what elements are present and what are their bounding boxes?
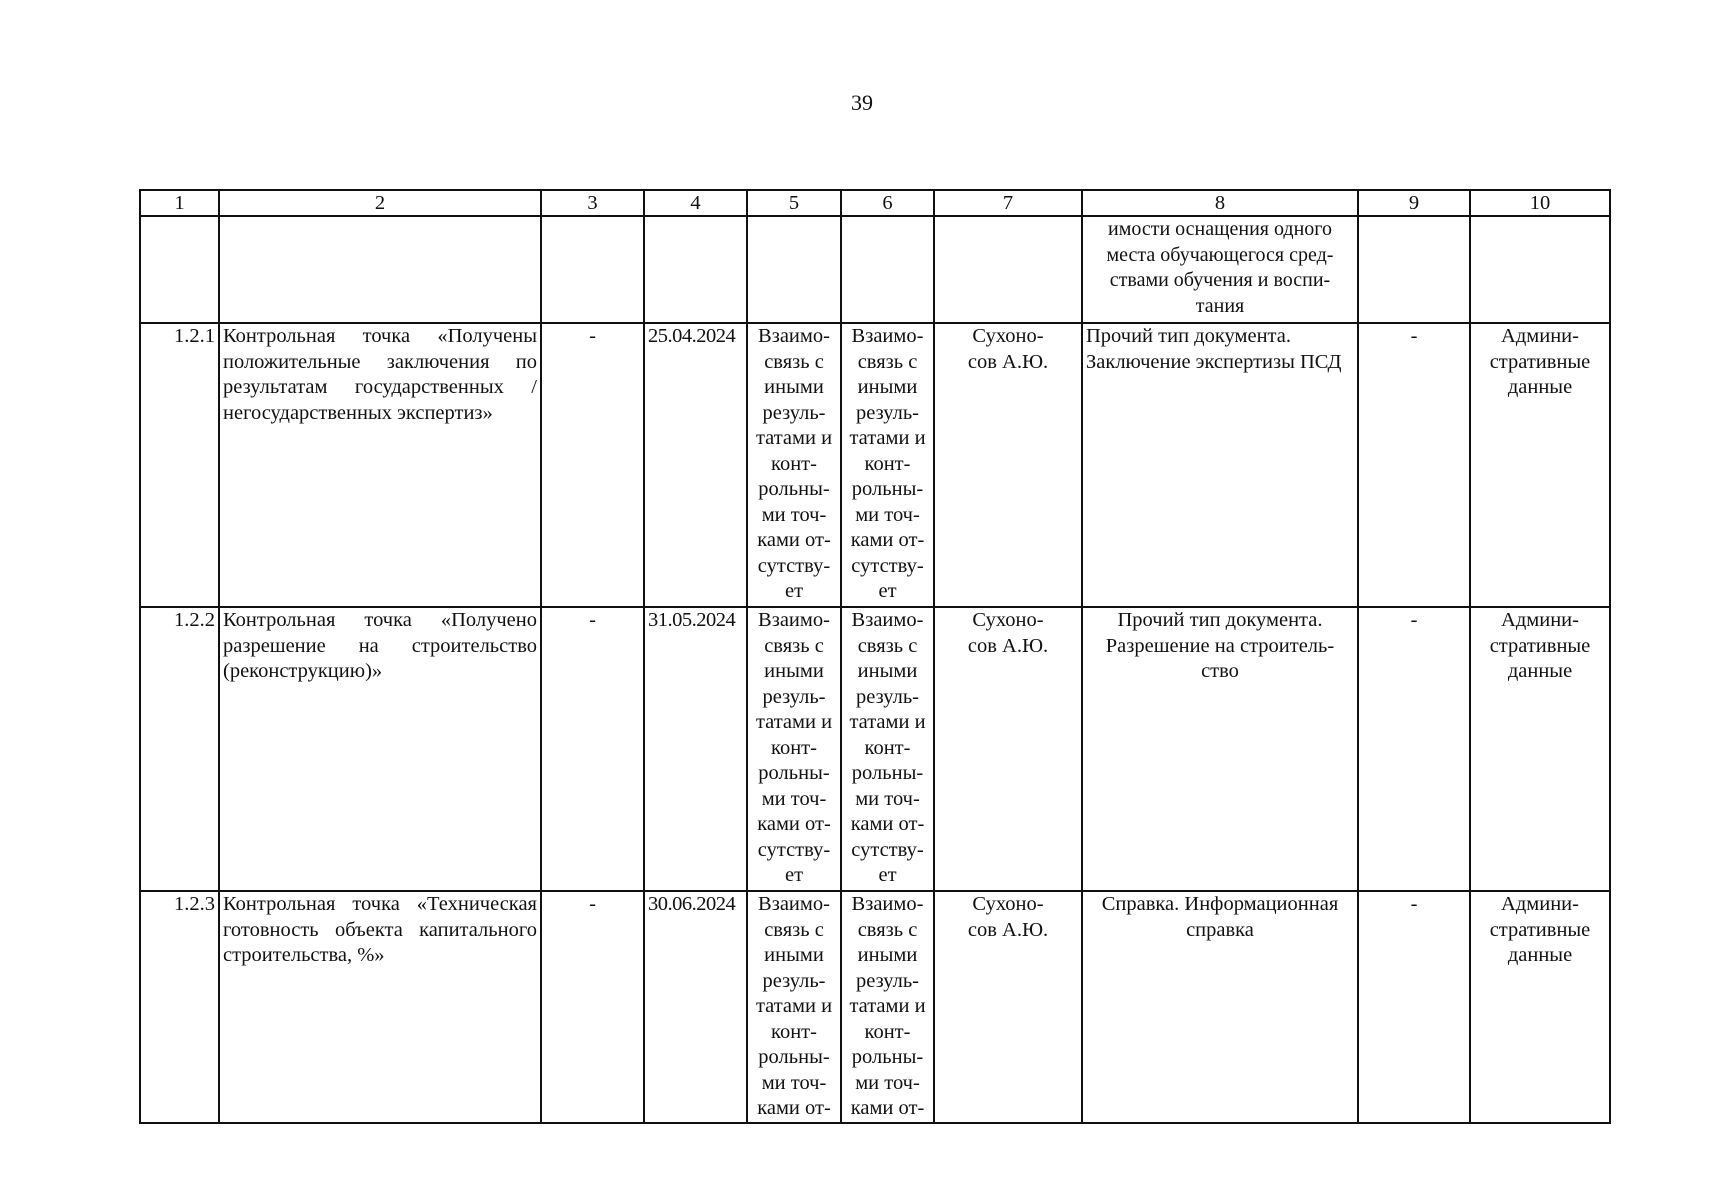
table-cell [747,216,841,323]
relation-text-6: Взаимо- связь с иными резуль- татами и конт- рольны- ми точ- ками от- сутству- ет [841,607,934,891]
checkpoint-name: Контрольная точка «Получены положительные заключения по результатам государственных / негосударственных экспертиз» [219,323,541,607]
document-type: Прочий тип документа. Разрешение на строитель- ство [1082,607,1358,891]
column-header: 3 [541,190,644,216]
responsible-person: Сухоно- сов А.Ю. [934,323,1082,607]
column-9-value: - [1358,891,1470,1123]
responsible-person: Сухоно- сов А.Ю. [934,891,1082,1123]
data-source: Админи- стративные данные [1470,891,1610,1123]
relation-text-5: Взаимо- связь с иными резуль- татами и конт- рольны- ми точ- ками от- сутству- ет [747,323,841,607]
table-cell [934,216,1082,323]
document-type: Прочий тип документа. Заключение экспертизы ПСД [1082,323,1358,607]
column-header: 2 [219,190,541,216]
table-row [140,323,1610,607]
table-cell [1470,216,1610,323]
table-cell [841,216,934,323]
continuation-row [140,216,1610,323]
deadline-date: 31.05.2024 [644,607,747,891]
relation-text-6: Взаимо- связь с иными резуль- татами и конт- рольны- ми точ- ками от- сутству- ет [841,323,934,607]
responsible-person: Сухоно- сов А.Ю. [934,607,1082,891]
relation-text-5: Взаимо- связь с иными резуль- татами и конт- рольны- ми точ- ками от- [747,891,841,1123]
table-cell [1358,216,1470,323]
row-number: 1.2.2 [140,607,219,891]
column-3-value: - [541,607,644,891]
deadline-date: 25.04.2024 [644,323,747,607]
checkpoint-name: Контрольная точка «Получено разрешение на строительство (реконструкцию)» [219,607,541,891]
table-row [140,891,1610,1123]
column-header: 6 [841,190,934,216]
row-number: 1.2.1 [140,323,219,607]
column-header: 9 [1358,190,1470,216]
continuation-text: имости оснащения одного места обучающегося сред- ствами обучения и воспи- тания [1082,216,1358,323]
column-3-value: - [541,323,644,607]
row-number: 1.2.3 [140,891,219,1123]
table-cell [644,216,747,323]
deadline-date: 30.06.2024 [644,891,747,1123]
table-cell [541,216,644,323]
column-header: 4 [644,190,747,216]
table-header-row [140,190,1610,216]
column-header: 1 [140,190,219,216]
relation-text-6: Взаимо- связь с иными резуль- татами и конт- рольны- ми точ- ками от- [841,891,934,1123]
relation-text-5: Взаимо- связь с иными резуль- татами и конт- рольны- ми точ- ками от- сутству- ет [747,607,841,891]
checkpoint-name: Контрольная точка «Техническая готовность объекта капитального строительства, %» [219,891,541,1123]
document-type: Справка. Информационная справка [1082,891,1358,1123]
table-cell [140,216,219,323]
column-header: 5 [747,190,841,216]
table-row [140,607,1610,891]
data-source: Админи- стративные данные [1470,323,1610,607]
page-number: 39 [851,90,873,115]
column-3-value: - [541,891,644,1123]
column-9-value: - [1358,607,1470,891]
column-9-value: - [1358,323,1470,607]
data-source: Админи- стративные данные [1470,607,1610,891]
column-header: 8 [1082,190,1358,216]
column-header: 7 [934,190,1082,216]
document-table [139,189,1611,1124]
table-cell [219,216,541,323]
column-header: 10 [1470,190,1610,216]
